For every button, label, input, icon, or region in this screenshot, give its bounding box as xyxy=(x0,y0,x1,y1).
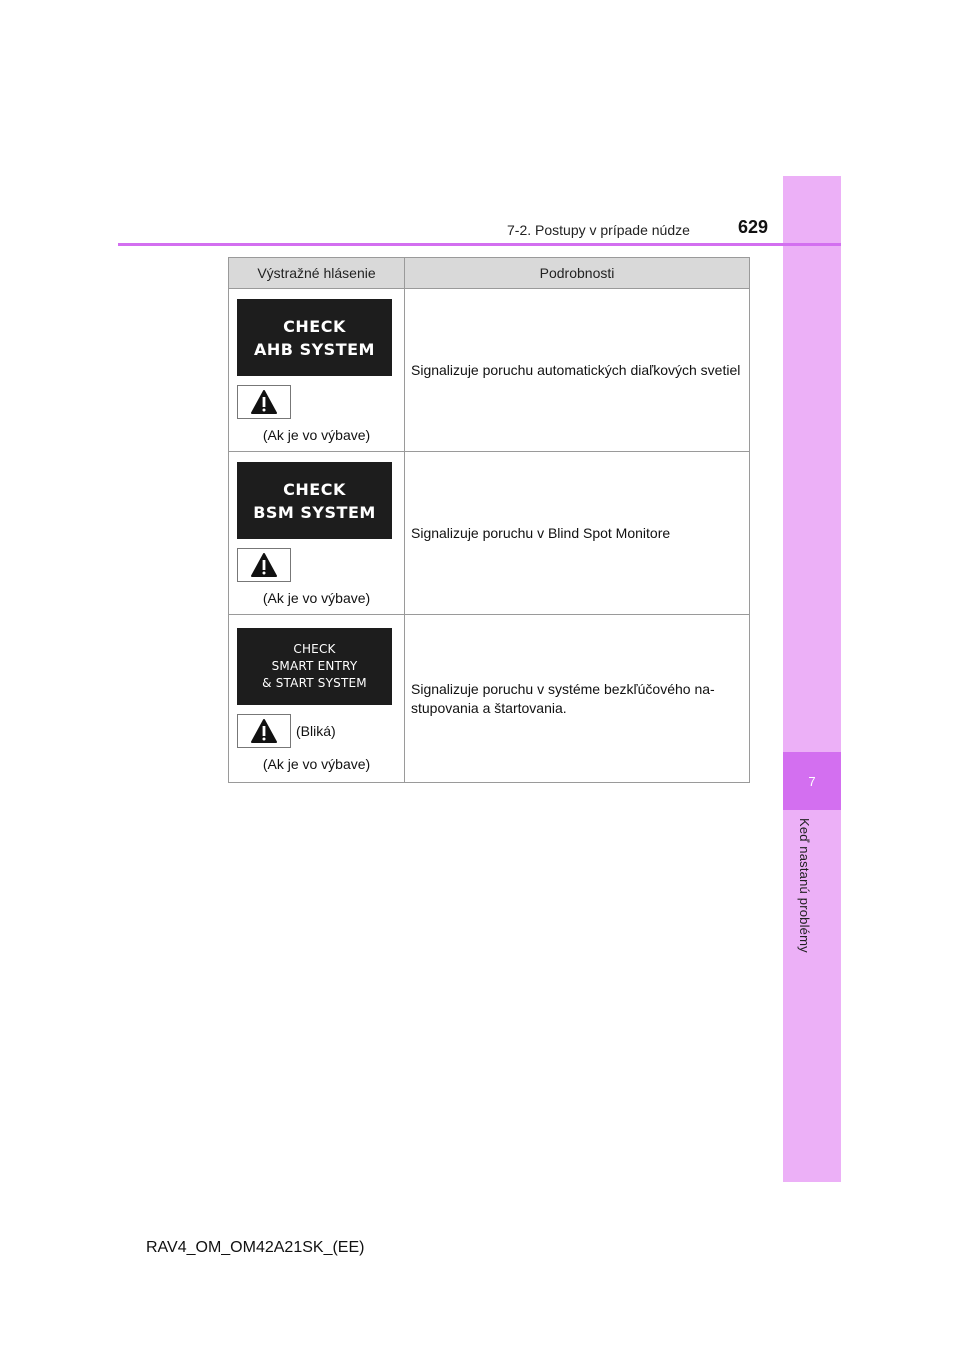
warning-triangle-icon xyxy=(237,714,291,748)
warning-cell xyxy=(229,615,405,783)
detail-text: Signalizuje poruchu v Blind Spot Monitore xyxy=(405,452,750,615)
header-rule xyxy=(118,243,841,246)
header-warning-message: Výstražné hlásenie xyxy=(229,258,405,289)
detail-text: Signalizuje poruchu v systéme bezkľúčového na-stupovania a štartovania. xyxy=(405,615,750,783)
warning-indicator-row xyxy=(237,714,396,748)
display-line: CHECK xyxy=(283,316,346,336)
table-row xyxy=(229,615,750,783)
table-header-row xyxy=(229,258,750,289)
display-line: AHB SYSTEM xyxy=(254,339,375,359)
warning-indicator-row xyxy=(237,385,396,419)
chapter-number-box xyxy=(783,752,841,810)
equipment-note: (Ak je vo výbave) xyxy=(262,590,371,606)
display-message xyxy=(237,628,392,705)
warning-cell xyxy=(229,289,405,452)
page-number: 629 xyxy=(738,217,769,237)
warning-message-table xyxy=(228,257,750,783)
warning-triangle-icon xyxy=(237,548,291,582)
chapter-label: Keď nastanú problémy xyxy=(797,818,812,953)
display-message xyxy=(237,299,392,376)
warning-triangle-icon xyxy=(237,385,291,419)
equipment-note: (Ak je vo výbave) xyxy=(262,427,371,443)
display-line: & START SYSTEM xyxy=(262,675,367,690)
equipment-note: (Ak je vo výbave) xyxy=(262,755,371,772)
document-code: RAV4_OM_OM42A21SK_(EE) xyxy=(146,1239,365,1256)
chapter-side-tab xyxy=(783,176,841,1182)
display-line: SMART ENTRY xyxy=(271,658,358,673)
display-line: CHECK xyxy=(293,641,336,656)
detail-text: Signalizuje poruchu automatických diaľkových svetiel xyxy=(405,289,750,452)
table-row xyxy=(229,289,750,452)
warning-cell xyxy=(229,452,405,615)
display-line: CHECK xyxy=(283,479,346,499)
chapter-number: 7 xyxy=(808,773,816,789)
table-row xyxy=(229,452,750,615)
blink-label: (Bliká) xyxy=(296,722,336,739)
header-details: Podrobnosti xyxy=(405,258,750,289)
display-line: BSM SYSTEM xyxy=(253,502,376,522)
section-title: 7-2. Postupy v prípade núdze xyxy=(507,222,690,238)
warning-indicator-row xyxy=(237,548,396,582)
display-message xyxy=(237,462,392,539)
